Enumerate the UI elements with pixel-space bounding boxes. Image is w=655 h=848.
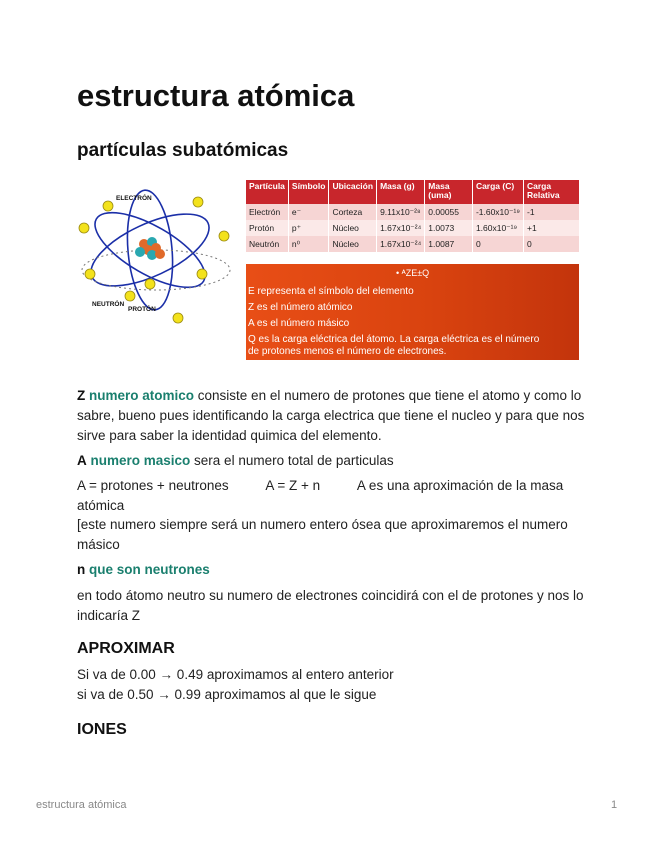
table-row	[246, 220, 580, 236]
cell: 1.0073	[425, 220, 473, 236]
section-heading-particulas: partículas subatómicas	[77, 140, 289, 161]
col-header: Masa (g)	[377, 180, 425, 204]
term-neutrones: que son neutrones	[89, 562, 210, 577]
col-header: Carga Relativa	[523, 180, 579, 204]
cell: 1.67x10⁻²⁴	[377, 220, 425, 236]
section-heading-aproximar: APROXIMAR	[77, 640, 175, 657]
letter-a: A	[77, 453, 87, 468]
cell: 1.60x10⁻¹⁹	[472, 220, 523, 236]
notation-line: Z es el número atómico	[248, 302, 353, 313]
cell: +1	[523, 220, 579, 236]
col-header: Masa (uma)	[425, 180, 473, 204]
letter-n: n	[77, 562, 86, 577]
paragraph-n	[77, 560, 587, 580]
paragraph-text: sera el numero total de particulas	[190, 453, 394, 468]
cell: -1	[523, 204, 579, 220]
notation-line: de protones menos el número de electrones.	[248, 346, 447, 357]
term-numero-atomico: numero atomico	[89, 388, 195, 403]
col-header: Ubicación	[329, 180, 377, 204]
cell: Núcleo	[329, 236, 377, 252]
page-number: 1	[611, 799, 618, 811]
cell: Corteza	[329, 204, 377, 220]
notation-box	[246, 264, 579, 360]
paragraph-formula: A = protones + neutrones A = Z + n A es una aproximación de la masa atómica	[77, 478, 568, 513]
col-header: Partícula	[246, 180, 288, 204]
cell: 1.67x10⁻²⁴	[377, 236, 425, 252]
atom-illustration	[74, 178, 242, 326]
paragraph-z	[77, 386, 587, 446]
cell: -1.60x10⁻¹⁹	[472, 204, 523, 220]
nucleus	[135, 237, 165, 260]
label-proton: PROTÓN	[128, 306, 156, 313]
label-neutron: NEUTRÓN	[92, 301, 125, 308]
paragraph-a	[77, 451, 587, 471]
col-header: Carga (C)	[472, 180, 523, 204]
notation-line: Q es la carga eléctrica del átomo. La carga eléctrica es el número	[248, 334, 540, 345]
particles-table	[246, 180, 580, 252]
paragraph-neutro: en todo átomo neutro su numero de electrones coincidirá con el de protones y nos lo indicaría Z	[77, 588, 584, 623]
cell: 0	[523, 236, 579, 252]
cell: 0.00055	[425, 204, 473, 220]
cell: n⁰	[288, 236, 329, 252]
table-row	[246, 236, 580, 252]
cell: 0	[472, 236, 523, 252]
cell: e⁻	[288, 204, 329, 220]
cell: p⁺	[288, 220, 329, 236]
notation-line: E representa el símbolo del elemento	[248, 286, 414, 297]
cell: 9.11x10⁻²⁸	[377, 204, 425, 220]
section-heading-iones: IONES	[77, 721, 127, 738]
label-electron: ELECTRÓN	[116, 195, 152, 202]
term-numero-masico: numero masico	[90, 453, 191, 468]
table-row	[246, 204, 580, 220]
notation-line: A es el número másico	[248, 318, 350, 329]
cell: 1.0087	[425, 236, 473, 252]
cell: Electrón	[246, 204, 288, 220]
approx-line: si va de 0.50 → 0.99 aproximamos al que le sigue	[77, 687, 377, 702]
footer-title: estructura atómica	[36, 799, 127, 811]
col-header: Símbolo	[288, 180, 329, 204]
letter-z: Z	[77, 388, 86, 403]
notation-symbol: • ᴬZE±Q	[396, 268, 430, 278]
paragraph-entero: [este numero siempre será un numero entero ósea que aproximaremos el numero másico	[77, 517, 568, 552]
cell: Neutrón	[246, 236, 288, 252]
table-header-row	[246, 180, 580, 204]
cell: Núcleo	[329, 220, 377, 236]
page-title: estructura atómica	[77, 78, 355, 113]
approx-line: Si va de 0.00 → 0.49 aproximamos al entero anterior	[77, 667, 394, 682]
cell: Protón	[246, 220, 288, 236]
paragraph-text: consiste en el numero de protones que tiene el atomo y como lo sabre, bueno pues identificando la carga electrica que tiene el nucleo y para que nos sirve para saber la identidad quimica del elemento.	[77, 388, 585, 443]
